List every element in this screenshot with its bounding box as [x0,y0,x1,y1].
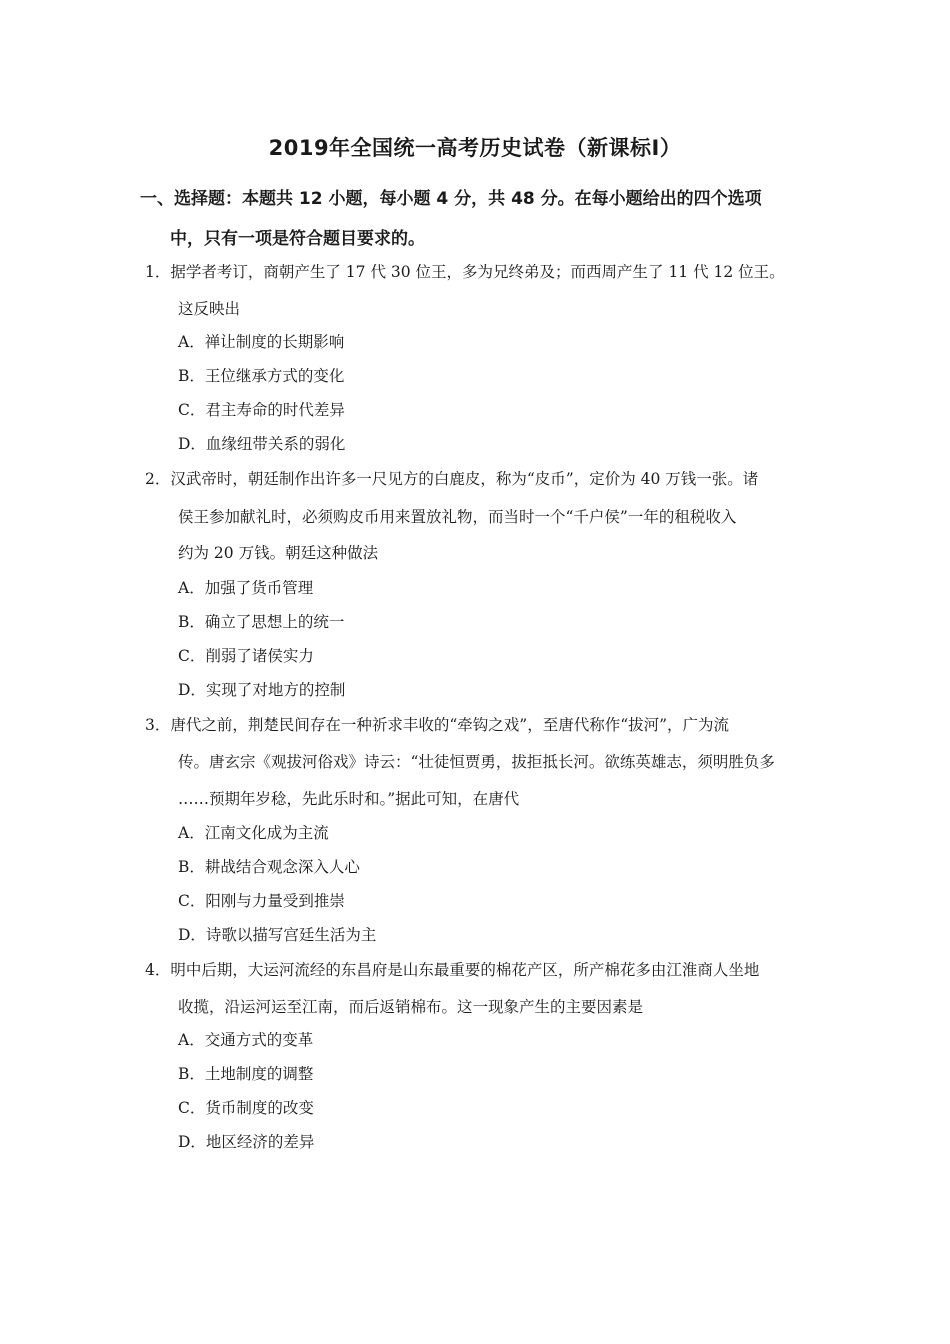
question-1-option-a: A．禅让制度的长期影响 [178,333,345,351]
question-1-option-d: D．血缘纽带关系的弱化 [178,435,346,453]
question-1-text-line-1: 1．据学者考订，商朝产生了 17 代 30 位王，多为兄终弟及；而西周产生了 11 代 12 位王。 [145,263,785,281]
question-2-option-b: B．确立了思想上的统一 [178,613,345,631]
question-2-text-line-3: 约为 20 万钱。朝廷这种做法 [178,544,379,562]
question-3-option-d: D．诗歌以描写宫廷生活为主 [178,926,377,944]
question-3-option-a: A．江南文化成为主流 [178,824,329,842]
question-2-option-a: A．加强了货币管理 [178,579,314,597]
question-2-text-line-1: 2．汉武帝时，朝廷制作出许多一尺见方的白鹿皮，称为“皮币”，定价为 40 万钱一张。诸 [145,470,759,488]
section-heading-line-1: 一、选择题：本题共 12 小题，每小题 4 分，共 48 分。在每小题给出的四个选项 [140,189,762,209]
question-4-text-line-1: 4．明中后期，大运河流经的东昌府是山东最重要的棉花产区，所产棉花多由江淮商人坐地 [145,961,760,979]
question-4-option-b: B．土地制度的调整 [178,1065,314,1083]
question-1-option-b: B．王位继承方式的变化 [178,367,345,385]
question-3-text-line-2: 传。唐玄宗《观拔河俗戏》诗云：“壮徒恒贾勇，拔拒抵长河。欲练英雄志，须明胜负多 [178,753,775,771]
question-3-text-line-1: 3．唐代之前，荆楚民间存在一种祈求丰收的“牵钩之戏”，至唐代称作“拔河”，广为流 [145,716,730,734]
section-heading-line-2: 中，只有一项是符合题目要求的。 [170,229,425,249]
question-3-text-line-3: ……预期年岁稔，先此乐时和。”据此可知，在唐代 [178,790,520,808]
question-1-option-c: C．君主寿命的时代差异 [178,401,345,419]
question-3-option-c: C．阳刚与力量受到推崇 [178,892,345,910]
question-4-option-a: A．交通方式的变革 [178,1031,314,1049]
question-2-text-line-2: 侯王参加献礼时，必须购皮币用来置放礼物，而当时一个“千户侯”一年的租税收入 [178,508,737,526]
page-title: 2019年全国统一高考历史试卷（新课标Ⅰ） [268,136,682,160]
question-4-option-d: D．地区经济的差异 [178,1133,315,1151]
question-1-text-line-2: 这反映出 [178,300,241,318]
question-2-option-d: D．实现了对地方的控制 [178,681,346,699]
question-2-option-c: C．削弱了诸侯实力 [178,647,314,665]
question-4-text-line-2: 收揽，沿运河运至江南，而后返销棉布。这一现象产生的主要因素是 [178,998,644,1016]
question-4-option-c: C．货币制度的改变 [178,1099,314,1117]
question-3-option-b: B．耕战结合观念深入人心 [178,858,360,876]
